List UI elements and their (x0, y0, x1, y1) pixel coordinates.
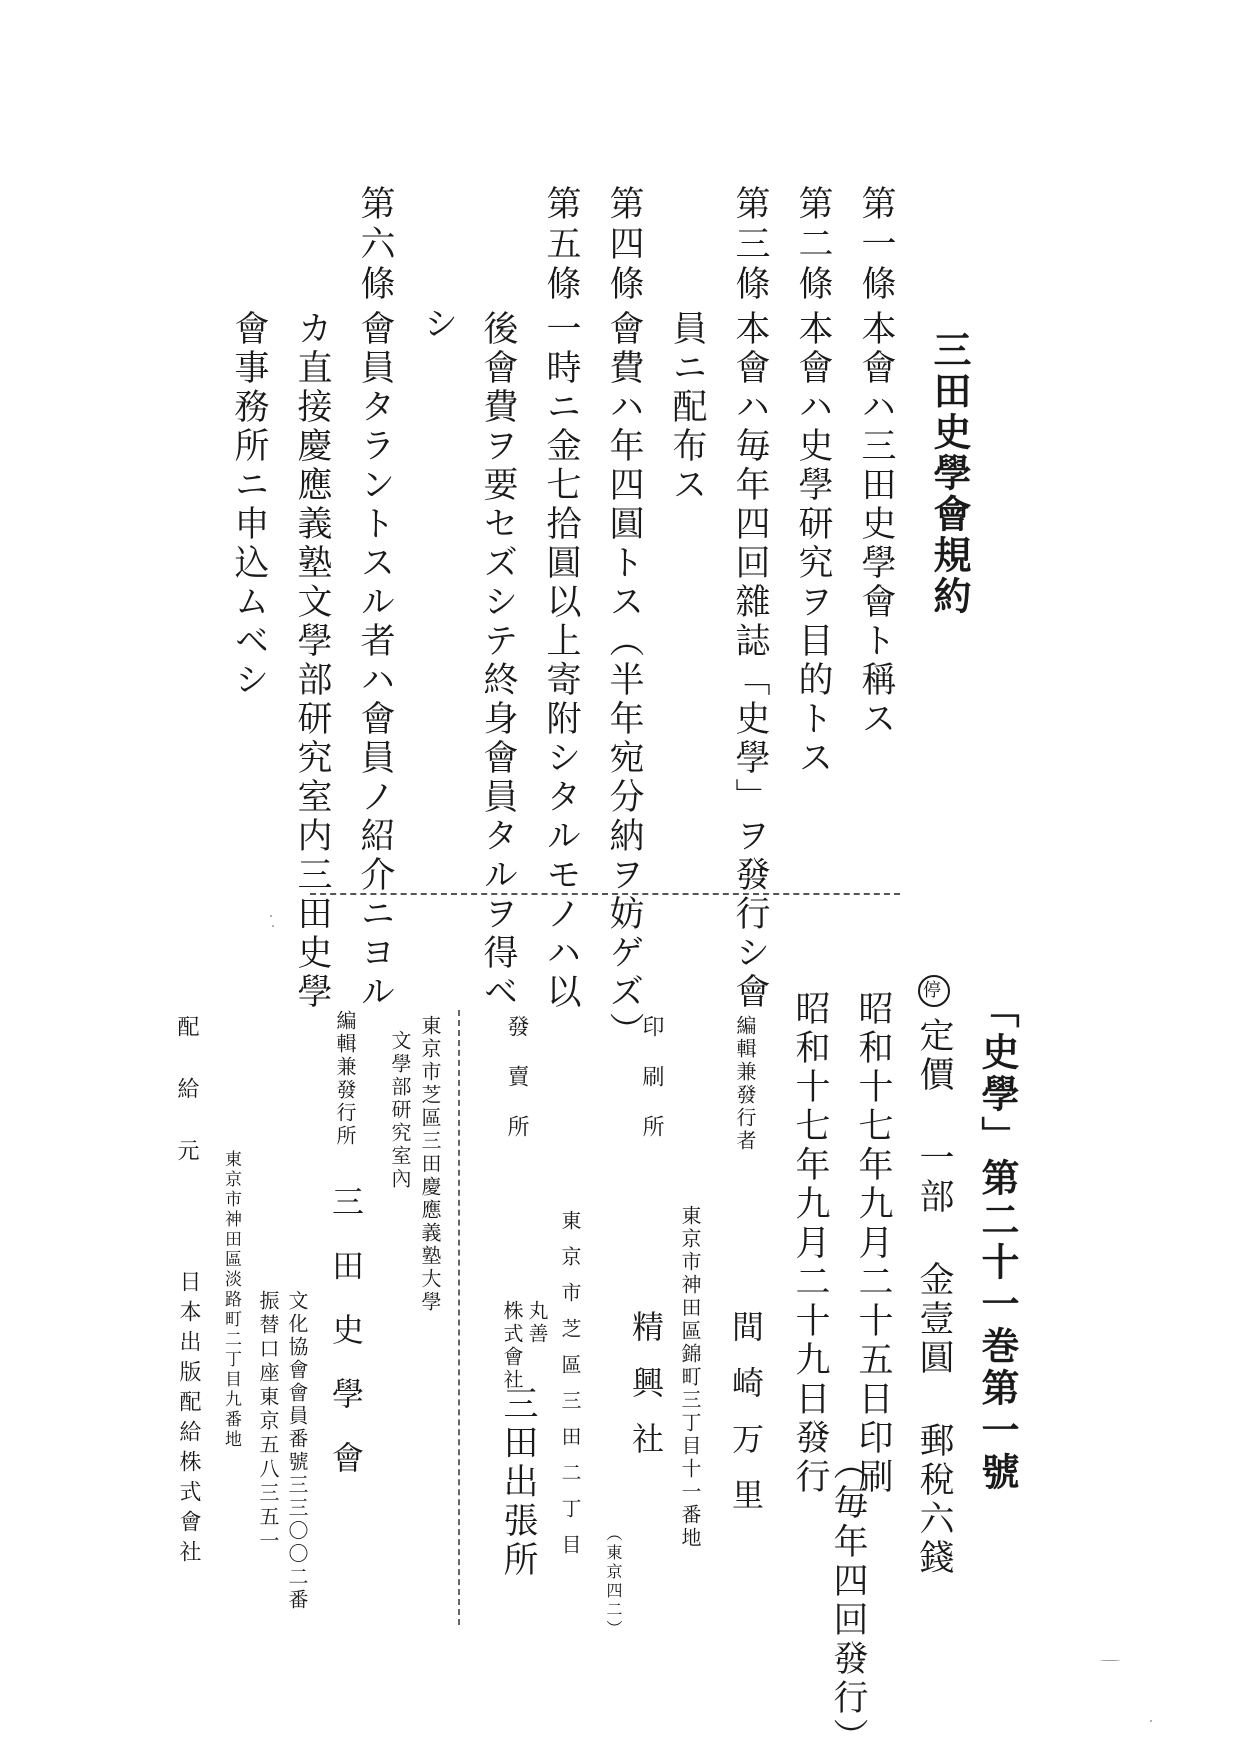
publisher-name: 三田史學會 (327, 1185, 365, 1505)
publisher-address-2: 文學部研究室內 (388, 1030, 412, 1191)
editor-address: 東京市神田區錦町三丁目十一番地 (678, 1205, 702, 1550)
vertical-divider (458, 1010, 460, 1625)
scan-speck (270, 915, 272, 917)
article-6-text-line-2: カ直接慶應義塾文學部研究室内三田史學 (292, 310, 332, 1012)
distributor-role: 配給元 (174, 1015, 199, 1201)
article-3-label: 第三條 (730, 185, 770, 305)
issue-frequency: （毎年四回發行） (828, 1445, 868, 1757)
scan-speck (272, 925, 274, 927)
distributor-name: 日本出版配給株式會社 (176, 1270, 201, 1570)
publisher-address-1: 東京市芝區三田慶應義塾大學 (418, 1015, 442, 1314)
scan-speck (1100, 1660, 1120, 1661)
seller-role: 發賣所 (504, 1015, 529, 1165)
article-3-text-line-1: 本會ハ毎年四回雜誌「史學」ヲ發行シ會 (730, 310, 770, 1012)
publisher-membership: 文化協會會員番號三三〇〇二番 (285, 1290, 309, 1612)
section-divider (310, 893, 900, 895)
article-5-text-line-3: シ (418, 305, 458, 344)
article-5-label: 第五條 (541, 185, 581, 305)
printer-name: 精興社 (627, 1310, 665, 1478)
rules-title: 三田史學會規約 (927, 330, 972, 617)
article-3-text-line-2: 員ニ配布ス (667, 310, 707, 505)
article-1-label: 第一條 (856, 185, 896, 305)
article-6-label: 第六條 (355, 185, 395, 305)
price-text: 定價 一部 金壹圓 郵稅六錢 (914, 1017, 954, 1578)
article-5-text-line-2: 後會費ヲ要セズシテ終身會員タルヲ得ベ (478, 310, 518, 1012)
journal-title: 「史學」第二十一巻第一號 (975, 990, 1020, 1494)
article-6-text-line-3: 會事務所ニ申込ムベシ (229, 310, 269, 700)
seller-address: 東京市芝區三田二丁目 (558, 1210, 582, 1570)
scan-speck (1150, 1720, 1152, 1722)
article-2-text: 本會ハ史學研究ヲ目的トス (793, 310, 833, 778)
printer-role: 印刷所 (639, 1015, 664, 1165)
article-2-label: 第二條 (793, 185, 833, 305)
published-date: 昭和十七年九月二十九日發行 (790, 990, 830, 1497)
printed-date: 昭和十七年九月二十五日印刷 (853, 990, 893, 1497)
printer-phone: （東京四二） (604, 1525, 623, 1639)
article-5-text-line-1: 一時ニ金七拾圓以上寄附シタルモノハ以 (541, 310, 581, 1012)
price-stamp-icon: 停 (918, 975, 950, 1007)
article-1-text: 本會ハ三田史學會ト稱ス (856, 310, 896, 739)
price-line (914, 975, 954, 1578)
editor-name: 間崎万里 (727, 1310, 765, 1534)
seller-company: 三田出張所 (498, 1385, 538, 1580)
article-4-label: 第四條 (604, 185, 644, 305)
seller-company-prefix: 株式會社 (500, 1300, 524, 1392)
editor-role: 編輯兼發行者 (733, 1015, 757, 1153)
publisher-transfer-account: 振替口座東京五八三五一 (256, 1290, 280, 1554)
publisher-role: 編輯兼發行所 (333, 1010, 357, 1148)
article-6-text-line-1: 會員タラントスル者ハ會員ノ紹介ニヨル (355, 310, 395, 1012)
distributor-address: 東京市神田區淡路町二丁目九番地 (221, 1150, 241, 1450)
article-4-text: 會費ハ年四圓トス（半年宛分納ヲ妨ゲズ） (604, 310, 644, 1051)
seller-company-small: 丸善 (525, 1300, 549, 1346)
